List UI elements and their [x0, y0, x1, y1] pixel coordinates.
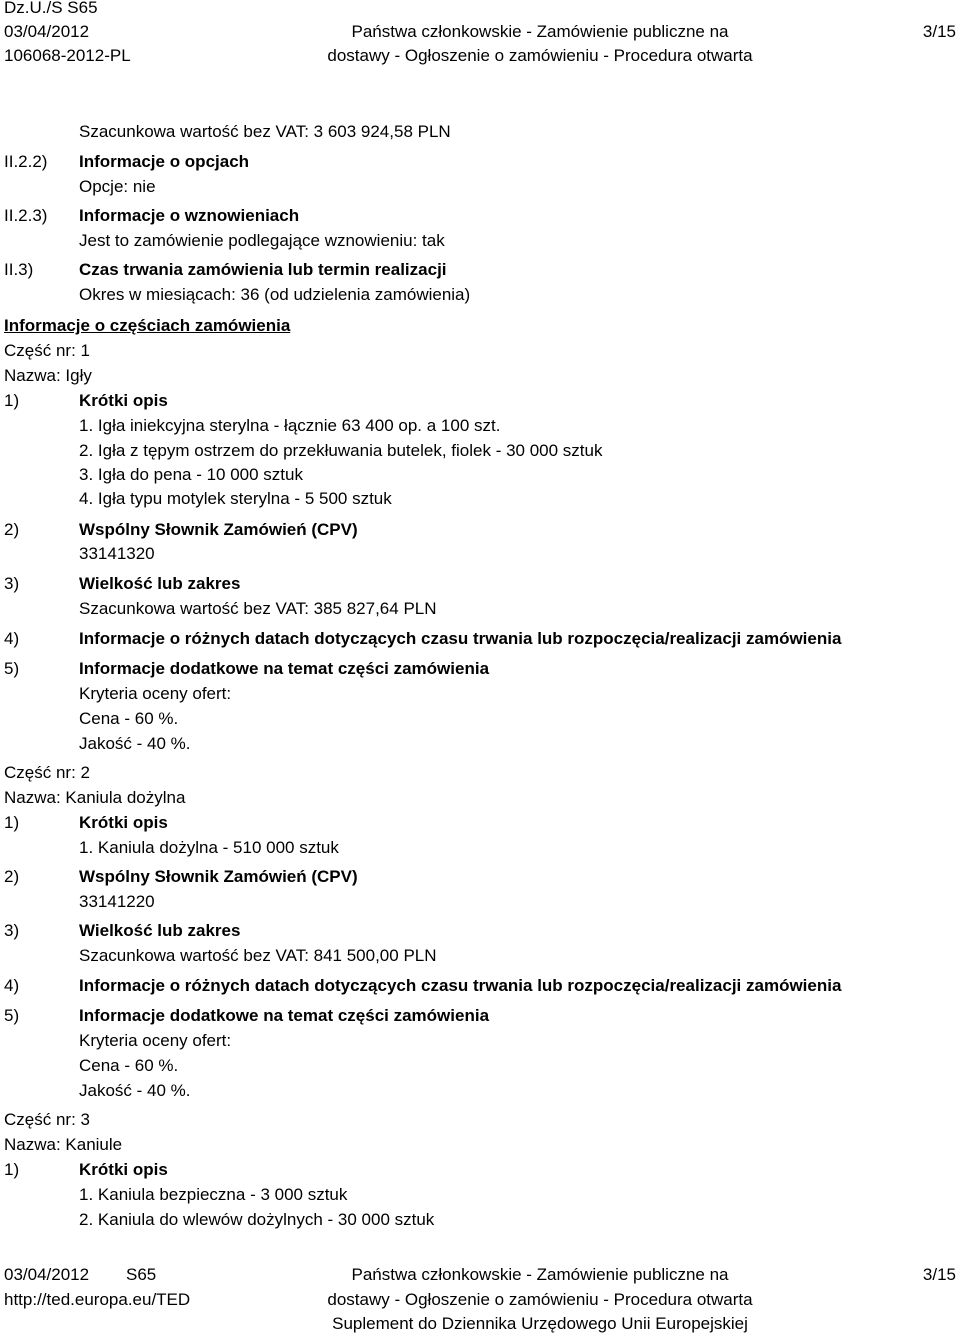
lot1-scope-heading: Wielkość lub zakres: [79, 574, 241, 593]
lot1-desc-line: 2. Igła z tępym ostrzem do przekłuwania butelek, fiolek - 30 000 sztuk: [79, 441, 603, 460]
lot1-item-number-5: 5): [4, 659, 20, 678]
header-title-line2: dostawy - Ogłoszenie o zamówieniu - Procedura otwarta: [327, 46, 753, 65]
lot1-desc-line: 1. Igła iniekcyjna sterylna - łącznie 63 400 op. a 100 szt.: [79, 416, 501, 435]
lot3-name: Nazwa: Kaniule: [4, 1135, 123, 1154]
lot2-criteria-title: Kryteria oceny ofert:: [79, 1031, 232, 1050]
lot1-criterion: Cena - 60 %.: [79, 709, 179, 728]
section-number-ii3: II.3): [4, 260, 34, 279]
footer-page-number: 3/15: [922, 1265, 956, 1284]
header-title-line1: Państwa członkowskie - Zamówienie publiczne na: [351, 22, 729, 41]
lot2-dates-heading: Informacje o różnych datach dotyczących czasu trwania lub rozpoczęcia/realizacji zamówienia: [79, 976, 842, 995]
lot2-name: Nazwa: Kaniula dożylna: [4, 788, 186, 807]
lot3-desc-line: 1. Kaniula bezpieczna - 3 000 sztuk: [79, 1185, 348, 1204]
lot2-item-number-5: 5): [4, 1006, 20, 1025]
lot1-short-desc-heading: Krótki opis: [79, 391, 168, 410]
footer-url: http://ted.europa.eu/TED: [4, 1290, 191, 1309]
duration-heading: Czas trwania zamówienia lub termin realizacji: [79, 260, 447, 279]
lot2-criterion: Jakość - 40 %.: [79, 1081, 191, 1100]
journal-ref: Dz.U./S S65: [4, 0, 98, 17]
lot1-cpv-heading: Wspólny Słownik Zamówień (CPV): [79, 520, 358, 539]
lot1-desc-line: 4. Igła typu motylek sterylna - 5 500 sztuk: [79, 489, 392, 508]
footer-series: S65: [126, 1265, 157, 1284]
footer-title-line3: Suplement do Dziennika Urzędowego Unii Europejskiej: [332, 1314, 748, 1333]
lot2-cpv-code: 33141220: [79, 892, 155, 911]
lot2-part-number: Część nr: 2: [4, 763, 90, 782]
section-number-ii22: II.2.2): [4, 152, 48, 171]
lot1-criteria-title: Kryteria oceny ofert:: [79, 684, 232, 703]
lot2-short-desc-heading: Krótki opis: [79, 813, 168, 832]
lot3-desc-line: 2. Kaniula do wlewów dożylnych - 30 000 sztuk: [79, 1210, 435, 1229]
lot3-part-number: Część nr: 3: [4, 1110, 90, 1129]
header-date: 03/04/2012: [4, 22, 90, 41]
lot2-item-number-3: 3): [4, 921, 20, 940]
lot1-item-number-1: 1): [4, 391, 20, 410]
lot1-criterion: Jakość - 40 %.: [79, 734, 191, 753]
footer-date: 03/04/2012: [4, 1265, 90, 1284]
lot2-estimated-value: Szacunkowa wartość bez VAT: 841 500,00 PLN: [79, 946, 437, 965]
lot2-item-number-4: 4): [4, 976, 20, 995]
lot1-estimated-value: Szacunkowa wartość bez VAT: 385 827,64 PLN: [79, 599, 437, 618]
footer-title-line1: Państwa członkowskie - Zamówienie publiczne na: [351, 1265, 729, 1284]
footer-title-line2: dostawy - Ogłoszenie o zamówieniu - Procedura otwarta: [327, 1290, 753, 1309]
options-heading: Informacje o opcjach: [79, 152, 250, 171]
lot1-item-number-2: 2): [4, 520, 20, 539]
renewals-text: Jest to zamówienie podlegające wznowieniu: tak: [79, 231, 445, 250]
lots-heading: Informacje o częściach zamówienia: [4, 316, 291, 335]
lot1-dates-heading: Informacje o różnych datach dotyczących czasu trwania lub rozpoczęcia/realizacji zamówienia: [79, 629, 842, 648]
lot1-item-number-4: 4): [4, 629, 20, 648]
lot1-item-number-3: 3): [4, 574, 20, 593]
header-page-number: 3/15: [922, 22, 956, 41]
lot2-additional-heading: Informacje dodatkowe na temat części zamówienia: [79, 1006, 490, 1025]
lot1-name: Nazwa: Igły: [4, 366, 92, 385]
section-number-ii23: II.2.3): [4, 206, 48, 225]
lot1-cpv-code: 33141320: [79, 544, 155, 563]
lot1-additional-heading: Informacje dodatkowe na temat części zamówienia: [79, 659, 490, 678]
lot3-item-number-1: 1): [4, 1160, 20, 1179]
duration-text: Okres w miesiącach: 36 (od udzielenia zamówienia): [79, 285, 471, 304]
total-estimated-value: Szacunkowa wartość bez VAT: 3 603 924,58 PLN: [79, 122, 451, 141]
lot2-item-number-1: 1): [4, 813, 20, 832]
options-text: Opcje: nie: [79, 177, 156, 196]
lot3-short-desc-heading: Krótki opis: [79, 1160, 168, 1179]
lot2-cpv-heading: Wspólny Słownik Zamówień (CPV): [79, 867, 358, 886]
lot2-criterion: Cena - 60 %.: [79, 1056, 179, 1075]
lot1-desc-line: 3. Igła do pena - 10 000 sztuk: [79, 465, 303, 484]
lot1-part-number: Część nr: 1: [4, 341, 90, 360]
lot2-desc-line: 1. Kaniula dożylna - 510 000 sztuk: [79, 838, 339, 857]
lot2-item-number-2: 2): [4, 867, 20, 886]
lot2-scope-heading: Wielkość lub zakres: [79, 921, 241, 940]
header-doc-id: 106068-2012-PL: [4, 46, 131, 65]
renewals-heading: Informacje o wznowieniach: [79, 206, 300, 225]
